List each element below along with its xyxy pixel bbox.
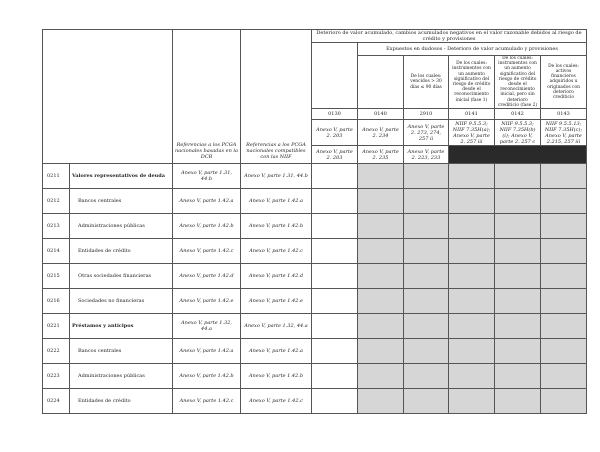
row-code: 0224 [43,389,70,414]
cell-0140 [358,239,404,264]
cell-0142 [495,164,541,189]
cell-0130[interactable] [312,339,358,364]
cell-0143 [541,264,587,289]
row-ref-nif: Anexo V, parte 1.42.b [241,214,312,239]
col-ref-nif-blocked [449,146,587,164]
cell-0141 [449,164,495,189]
row-code: 0213 [43,214,70,239]
row-ref-pcga: Anexo V, parte 1.42.e [173,289,241,314]
cell-0143 [541,339,587,364]
cell-0143 [541,389,587,414]
col-code-0130: 0130 [312,109,358,120]
cell-0130[interactable] [312,239,358,264]
cell-2910 [404,264,449,289]
col-code-0141: 0141 [449,109,495,120]
table-row [43,214,587,239]
row-ref-nif: Anexo V, parte 1.42.c [241,389,312,414]
col-ref-nif-0130: Anexo V, parte 2. 203 [312,146,358,164]
col-ref-pcga-0143: NIIF 9.5.5.13; NIIF 7.35H(c); Anexo V, parte 2.215, 257 iii [541,120,587,146]
cell-0130[interactable] [312,164,358,189]
cell-0143 [541,239,587,264]
row-label: Entidades de crédito [70,239,173,264]
col-ref-nif-0140: Anexo V, parte 2. 235 [358,146,404,164]
cell-0130[interactable] [312,289,358,314]
cell-0142 [495,264,541,289]
row-ref-nif: Anexo V, parte 1.42.c [241,239,312,264]
cell-0141 [449,239,495,264]
row-ref-pcga: Anexo V, parte 1.42.b [173,364,241,389]
cell-0141 [449,264,495,289]
cell-0143 [541,164,587,189]
row-code: 0212 [43,189,70,214]
row-code: 0211 [43,164,70,189]
header-col-0142-desc: De los cuales: instrumentos con un aumento significativo del riesgo de crédito desde el reconocimiento inicial, pero sin deterioro crediticio (fase 2) [495,56,541,109]
cell-2910 [404,164,449,189]
cell-2910 [404,214,449,239]
table-row [43,364,587,389]
cell-0130[interactable] [312,264,358,289]
row-label: Valores representativos de deuda [70,164,173,189]
cell-0141 [449,289,495,314]
col-ref-pcga-2910: Anexo V, parte 2. 273, 274, 257 ii [404,120,449,146]
cell-0141 [449,389,495,414]
cell-2910 [404,389,449,414]
cell-0142 [495,289,541,314]
row-ref-pcga: Anexo V, parte 1.42.c [173,239,241,264]
row-label: Administraciones públicas [70,214,173,239]
cell-0143 [541,314,587,339]
cell-0142 [495,214,541,239]
row-ref-nif: Anexo V, parte 1.31, 44.b [241,164,312,189]
table-row [43,264,587,289]
cell-0143 [541,364,587,389]
col-code-2910: 2910 [404,109,449,120]
row-ref-pcga: Anexo V, parte 1.31, 44.b [173,164,241,189]
cell-0141 [449,364,495,389]
col-ref-pcga-0130: Anexo V, parte 2. 203 [312,120,358,146]
header-col-0140-desc [358,56,404,109]
table-row [43,164,587,189]
cell-0130[interactable] [312,314,358,339]
header-col-2910-desc: De los cuales: vencidos > 30 días ≤ 90 días [404,56,449,109]
row-label: Bancos centrales [70,339,173,364]
col-ref-pcga-0142: NIIF 9.5.5.3; NIIF 7.35H(b)(i); Anexo V, parte 2. 257 c [495,120,541,146]
row-ref-pcga: Anexo V, parte 1.42.a [173,189,241,214]
finrep-table [42,29,587,414]
row-label: Bancos centrales [70,189,173,214]
cell-0142 [495,314,541,339]
header-col-0141-desc: De los cuales: instrumentos con un aumento significativo del riesgo de crédito desde el reconocimiento inicial (fase 1) [449,56,495,109]
table-row [43,314,587,339]
row-code: 0214 [43,239,70,264]
row-label: Administraciones públicas [70,364,173,389]
cell-2910 [404,314,449,339]
table-row [43,189,587,214]
cell-2910 [404,289,449,314]
row-ref-pcga: Anexo V, parte 1.32, 44.a [173,314,241,339]
cell-2910 [404,239,449,264]
row-label: Entidades de crédito [70,389,173,414]
cell-0130[interactable] [312,364,358,389]
col-code-0140: 0140 [358,109,404,120]
row-ref-nif: Anexo V, parte 1.32, 44.a [241,314,312,339]
cell-0141 [449,189,495,214]
cell-0140 [358,339,404,364]
row-code: 0222 [43,339,70,364]
col-ref-pcga-0141: NIIF 9.5.5.3; NIIF 7.35H(a); Anexo V, parte 2. 257 iii [449,120,495,146]
cell-0142 [495,239,541,264]
cell-0141 [449,339,495,364]
row-ref-nif: Anexo V, parte 1.42.b [241,364,312,389]
cell-0142 [495,364,541,389]
cell-0140 [358,314,404,339]
row-label: Sociedades no financieras [70,289,173,314]
cell-0140 [358,164,404,189]
row-ref-nif: Anexo V, parte 1.42.e [241,289,312,314]
cell-0140 [358,264,404,289]
cell-0142 [495,339,541,364]
cell-0141 [449,214,495,239]
cell-0130[interactable] [312,389,358,414]
cell-0130[interactable] [312,189,358,214]
cell-0140 [358,364,404,389]
row-code: 0215 [43,264,70,289]
row-ref-pcga: Anexo V, parte 1.42.a [173,339,241,364]
col-ref-pcga-0140: Anexo V, parte 2. 234 [358,120,404,146]
cell-2910 [404,364,449,389]
row-label: Otras sociedades financieras [70,264,173,289]
row-ref-nif: Anexo V, parte 1.42.d [241,264,312,289]
cell-0142 [495,389,541,414]
row-code: 0221 [43,314,70,339]
col-ref-nif-2910: Anexo V, parte 2. 223, 233 [404,146,449,164]
header-row-1 [43,30,587,43]
col-code-0142: 0142 [495,109,541,120]
row-label: Préstamos y anticipos [70,314,173,339]
cell-0140 [358,389,404,414]
table-row [43,339,587,364]
header-ref-pcga: Referencias a los PCGA nacionales basadas en la DCB [173,30,241,164]
table-row [43,239,587,264]
header-col-0143-desc: De los cuales: activos financieros adquiridos u originados con deterioro crediticio [541,56,587,109]
header-ref-nif: Referencias a los PCGA nacionales compatibles con las NIIF [241,30,312,164]
cell-2910 [404,339,449,364]
row-code: 0223 [43,364,70,389]
row-ref-nif: Anexo V, parte 1.42.a [241,189,312,214]
row-ref-pcga: Anexo V, parte 1.42.d [173,264,241,289]
header-deterioro: Deterioro de valor acumulado, cambios acumulados negativos en el valor razonable debidos al riesgo de crédito y provisiones [312,30,587,43]
header-corner [43,30,173,164]
table-row [43,389,587,414]
header-col-0130-desc [312,43,358,109]
cell-0141 [449,314,495,339]
cell-2910 [404,189,449,214]
cell-0140 [358,289,404,314]
cell-0142 [495,189,541,214]
table-row [43,289,587,314]
header-expuestos: Expuestos en dudosos - Deterioro de valor acumulado y provisiones [358,43,587,56]
cell-0143 [541,289,587,314]
col-code-0143: 0143 [541,109,587,120]
row-ref-pcga: Anexo V, parte 1.42.b [173,214,241,239]
cell-0140 [358,189,404,214]
cell-0143 [541,214,587,239]
cell-0143 [541,189,587,214]
row-ref-pcga: Anexo V, parte 1.42.c [173,389,241,414]
row-code: 0216 [43,289,70,314]
cell-0140 [358,214,404,239]
row-ref-nif: Anexo V, parte 1.42.a [241,339,312,364]
cell-0130[interactable] [312,214,358,239]
